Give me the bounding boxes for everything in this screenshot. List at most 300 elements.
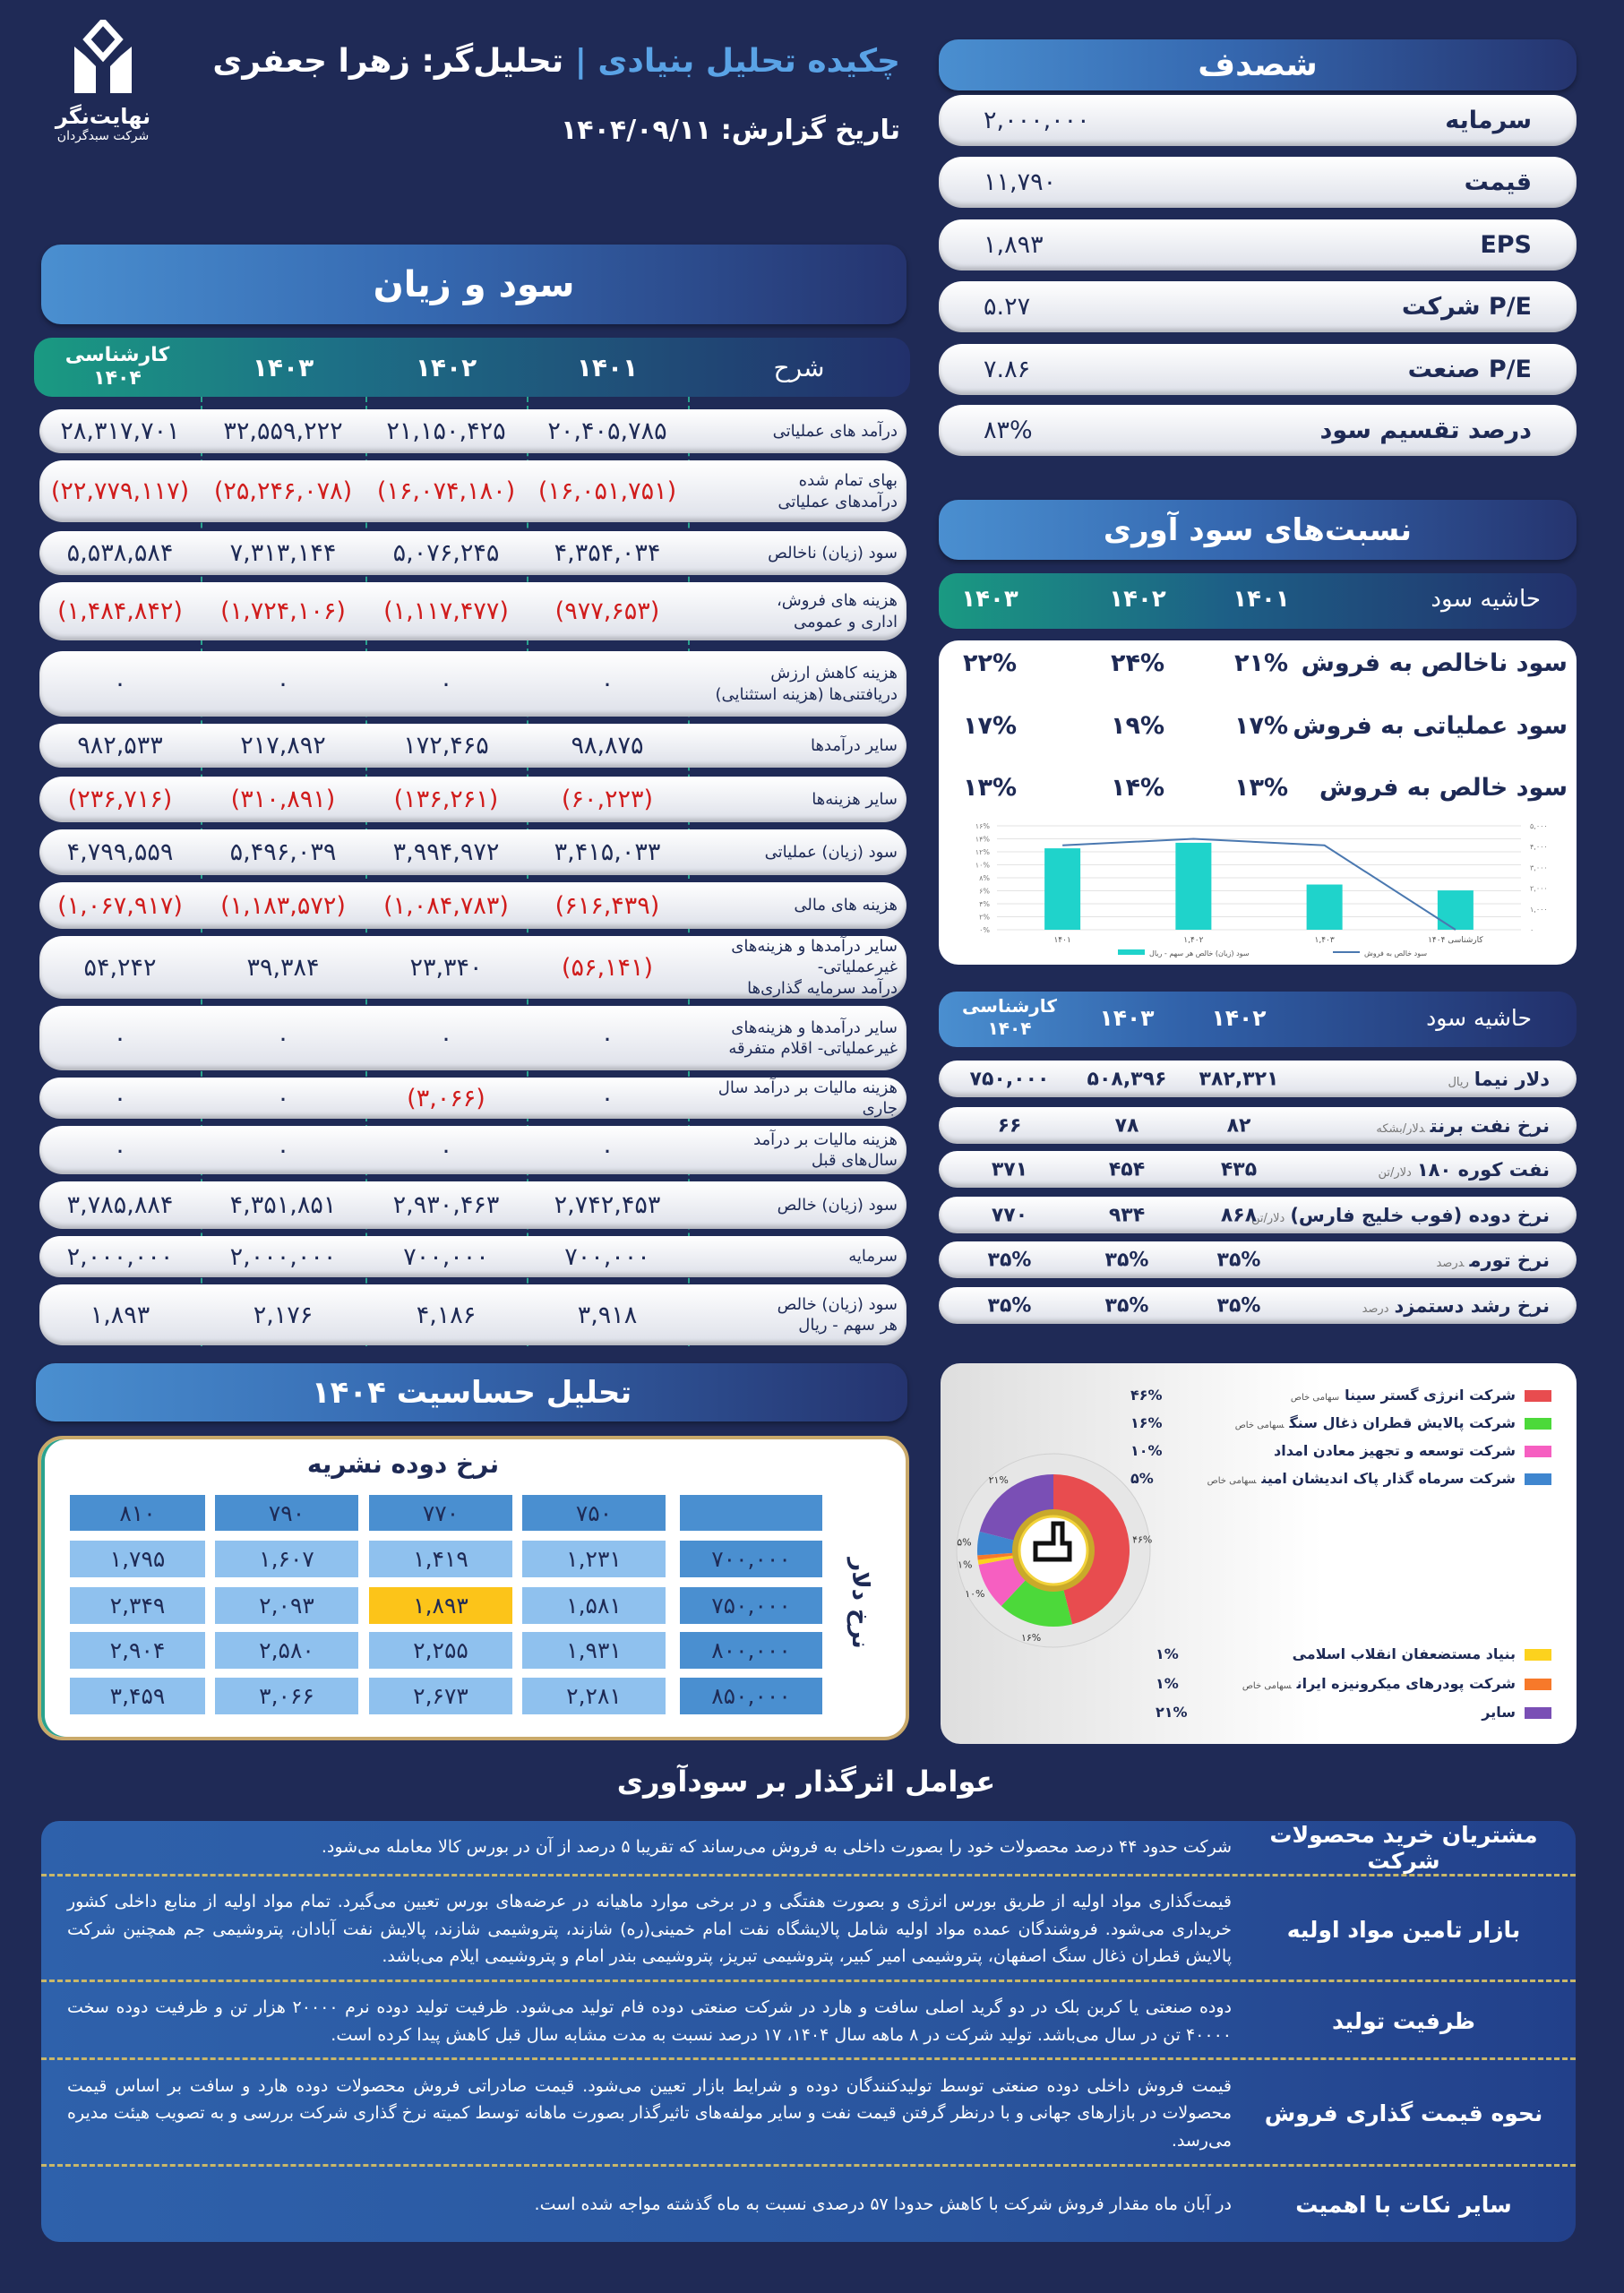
- shareholders-pie: [946, 1443, 1161, 1658]
- macro-value: ۴۳۵: [1220, 1158, 1258, 1181]
- ratio-row: [939, 649, 1577, 685]
- pnl-value-1403: (۱,۷۲۴,۱۰۶): [220, 597, 346, 625]
- symbol-row-value: ۸۳%: [984, 417, 1033, 444]
- chart-left-tick: ۸%: [979, 874, 990, 882]
- sensitivity-cell: ۲,۰۹۳: [215, 1587, 358, 1624]
- chart-x-label: ۱,۴۰۳: [1314, 936, 1335, 945]
- macro-row-label: [1362, 1295, 1550, 1317]
- ratio-row-label: سود ناخالص به فروش: [1301, 649, 1568, 677]
- pnl-row: [39, 1078, 907, 1119]
- sensitivity-cell: ۱,۶۰۷: [215, 1541, 358, 1577]
- shareholder-type: سهامی خاص: [1207, 1476, 1257, 1486]
- pnl-value-1403: ۰: [276, 670, 290, 698]
- macro-value: ۳۵%: [1104, 1294, 1149, 1317]
- sensitivity-row-header: ۷۰۰,۰۰۰: [680, 1541, 822, 1577]
- sensitivity-row-title: نرخ دلار: [846, 1558, 873, 1649]
- macro-table-header: [939, 992, 1577, 1047]
- macro-label-text: نرخ تورم: [1469, 1249, 1550, 1271]
- chart-bar: [1307, 885, 1343, 930]
- ratio-row: [939, 774, 1577, 810]
- pnl-value-1404: (۲۳۶,۷۱۶): [67, 786, 173, 813]
- pnl-value-1404: ۲,۰۰۰,۰۰۰: [66, 1242, 174, 1271]
- legend-pct: ۵%: [1130, 1470, 1154, 1487]
- symbol-row-value: ۲,۰۰۰,۰۰۰: [984, 107, 1090, 134]
- pnl-row: [39, 777, 907, 822]
- pnl-value-1402: ۲,۹۳۰,۴۶۳: [392, 1191, 500, 1219]
- sensitivity-col-header: ۸۱۰: [70, 1495, 205, 1531]
- pnl-row: [39, 829, 907, 875]
- macro-col-1404: کارشناسی ۱۴۰۴: [962, 995, 1057, 1039]
- pnl-value-1402: ۵,۰۷۶,۲۴۵: [392, 539, 500, 567]
- legend-label: [1476, 1704, 1516, 1721]
- macro-value: ۶۶: [997, 1114, 1022, 1137]
- symbol-row-value: ۱,۸۹۳: [984, 231, 1044, 259]
- shareholder-name: شرکت انرژی گستر سینا: [1345, 1387, 1516, 1404]
- pnl-row: [39, 1126, 907, 1174]
- pie-slice-label: ۲۱%: [988, 1473, 1009, 1486]
- ratio-row: [939, 712, 1577, 748]
- sensitivity-cell: ۳,۰۶۶: [215, 1678, 358, 1714]
- chart-line: [1062, 839, 1456, 931]
- sensitivity-cell: ۲,۵۸۰: [215, 1632, 358, 1669]
- pnl-value-1401: ۷۰۰,۰۰۰: [564, 1242, 650, 1271]
- pnl-row-label: هزینه مالیات بر درآمد سال جاری: [717, 1078, 898, 1119]
- chart-bar: [1044, 848, 1080, 930]
- sensitivity-row-header: ۸۵۰,۰۰۰: [680, 1678, 822, 1714]
- pnl-row-label: بهای تمام شده درآمدهای عملیاتی: [778, 471, 898, 511]
- pnl-value-1404: ۱,۸۹۳: [90, 1301, 150, 1329]
- chart-left-tick: ۶%: [979, 887, 990, 896]
- pnl-value-1404: ۰: [113, 1084, 127, 1112]
- brand-name: نهایت‌نگر: [55, 104, 151, 129]
- pnl-value-1402: ۷۰۰,۰۰۰: [403, 1242, 489, 1271]
- pnl-value-1403: ۵,۴۹۶,۰۳۹: [229, 838, 337, 866]
- legend-swatch: [1525, 1390, 1551, 1402]
- pnl-row-label: هزینه کاهش ارزش دریافتنی‌ها (هزینه استثنایی): [715, 664, 898, 704]
- title-analyst: تحلیل‌گر: زهرا جعفری: [212, 43, 564, 80]
- shareholder-type: سهامی خاص: [1242, 1681, 1292, 1691]
- sensitivity-col-header: ۷۵۰: [522, 1495, 666, 1531]
- pnl-value-1404: ۲۸,۳۱۷,۷۰۱: [60, 417, 180, 445]
- ratios-col-label: حاشیه سود: [1431, 586, 1541, 613]
- macro-value: ۸۲: [1226, 1114, 1251, 1137]
- chart-legend-bar: سود (زیان) خالص هر سهم - ریال: [1149, 949, 1250, 958]
- macro-row-label: [1378, 1159, 1550, 1181]
- ratios-table-header: [939, 573, 1577, 629]
- sensitivity-cell: ۱,۹۳۱: [522, 1632, 666, 1669]
- pnl-value-1403: ۰: [276, 1084, 290, 1112]
- factor-label: بازار تامین مواد اولیه: [1286, 1916, 1521, 1943]
- sensitivity-col-title: نرخ دوده نشریه: [306, 1449, 500, 1479]
- pnl-col-1401: ۱۴۰۱: [576, 352, 639, 382]
- chart-left-tick: ۱۲%: [975, 848, 990, 856]
- pnl-row-label: درآمد های عملیاتی: [772, 421, 898, 441]
- macro-value: ۷۷۰: [991, 1204, 1028, 1226]
- macro-value: ۳۵%: [987, 1249, 1032, 1271]
- macro-row: [939, 1197, 1577, 1233]
- macro-row-label: [1448, 1069, 1550, 1090]
- pnl-value-1403: ۴,۳۵۱,۸۵۱: [229, 1191, 337, 1219]
- title-summary: چکیده تحلیل بنیادی: [597, 43, 900, 80]
- pnl-value-1404: ۵۴,۲۴۲: [83, 953, 157, 982]
- pnl-value-1402: (۱,۰۸۴,۷۸۳): [383, 891, 509, 920]
- pnl-value-1401: (۹۷۷,۶۵۳): [554, 597, 660, 625]
- macro-col-label: حاشیه سود: [1426, 1005, 1532, 1031]
- symbol-row-label: EPS: [1480, 231, 1532, 259]
- sensitivity-cell: ۱,۲۳۱: [522, 1541, 666, 1577]
- ratios-header: نسبت‌های سود آوری: [939, 500, 1577, 560]
- pnl-value-1403: ۰: [276, 1024, 290, 1052]
- pnl-value-1401: ۳,۹۱۸: [577, 1301, 638, 1329]
- brand-logo: [54, 20, 152, 143]
- chart-right-tick: ۳,۰۰۰: [1530, 863, 1548, 872]
- symbol-row: [939, 344, 1577, 395]
- shareholder-name: شرکت پودرهای میکرونیزه ایران: [1296, 1675, 1516, 1692]
- pnl-value-1401: ۴,۳۵۴,۰۳۴: [554, 539, 661, 567]
- pnl-col-1402: ۱۴۰۲: [415, 352, 477, 382]
- pnl-value-1402: (۱۶,۰۷۴,۱۸۰): [376, 477, 516, 505]
- sensitivity-header: تحلیل حساسیت ۱۴۰۴: [36, 1363, 907, 1421]
- macro-value: ۳۷۱: [991, 1158, 1028, 1181]
- factor-row: [41, 2169, 1576, 2239]
- pnl-value-1401: ۹۸,۸۷۵: [571, 732, 644, 760]
- macro-unit: دلار/تن: [1378, 1165, 1412, 1180]
- macro-row: [939, 1151, 1577, 1188]
- pie-slice-label: ۴۶%: [1132, 1533, 1153, 1546]
- title-separator: |: [574, 43, 587, 80]
- ratio-value: ۱۴%: [1110, 774, 1165, 802]
- pnl-value-1404: ۰: [113, 1136, 127, 1164]
- legend-swatch: [1525, 1418, 1551, 1430]
- chart-left-tick: ۴%: [979, 900, 990, 908]
- pnl-value-1401: (۵۶,۱۴۱): [561, 953, 654, 982]
- legend-label: [1235, 1414, 1516, 1431]
- pnl-value-1402: (۳,۰۶۶): [407, 1084, 485, 1112]
- macro-label-text: نرخ نفت برنت: [1430, 1114, 1550, 1137]
- ratio-row-label: سود خالص به فروش: [1319, 774, 1568, 802]
- macro-unit: ریال: [1448, 1075, 1469, 1089]
- pnl-row: [39, 409, 907, 453]
- sensitivity-cell: ۲,۹۰۴: [70, 1632, 205, 1669]
- pnl-value-1403: ۰: [276, 1136, 290, 1164]
- symbol-row: [939, 219, 1577, 271]
- symbol-row: [939, 405, 1577, 456]
- pnl-value-1402: (۱,۱۱۷,۴۷۷): [383, 597, 509, 625]
- legend-pct: ۲۱%: [1156, 1704, 1188, 1721]
- symbol-header: شصدف: [939, 39, 1577, 90]
- factor-text: دوده صنعتی یا کربن بلک در دو گرید اصلی سافت و هارد در شرکت صنعتی دوده فام تولید می‌شود. ظرفیت تولید دوده نرم ۲۰۰۰۰ هزار تن و ظرفیت دوده سخت ۴۰۰۰۰ تن در سال می‌باشد. تولید شرکت در ۸ ماهه سال ۱۴۰۴، ۱۷ درصد نسبت به مدت مشابه سال قبل کاهش پیدا کرده است.: [67, 1997, 1233, 2045]
- pnl-value-1401: (۶۰,۲۲۳): [561, 786, 654, 813]
- chart-right-tick: ۵,۰۰۰: [1530, 822, 1548, 830]
- chart-left-tick: ۲%: [979, 913, 990, 922]
- factor-text: شرکت حدود ۴۴ درصد محصولات خود را بصورت داخلی به فروش می‌رساند که تقریبا ۵ درصد از آن در بورس کالا معامله می‌شود.: [321, 1837, 1232, 1858]
- macro-row-label: [1251, 1205, 1550, 1226]
- pnl-value-1401: ۲,۷۴۲,۴۵۳: [554, 1191, 661, 1219]
- pnl-row-label: سایر درآمدها و هزینه‌های غیرعملیاتی- درآمد سرمایه گذاری‌ها: [731, 937, 898, 998]
- pnl-value-1403: (۲۵,۲۴۶,۰۷۸): [213, 477, 353, 505]
- ratios-col-1401: ۱۴۰۱: [1233, 586, 1290, 613]
- shareholder-name: شرکت توسعه و تجهیز معادن امداد: [1274, 1442, 1516, 1459]
- pnl-value-1402: ۱۷۲,۴۶۵: [403, 732, 489, 760]
- sensitivity-corner: [680, 1495, 822, 1531]
- pnl-value-1401: ۰: [600, 670, 614, 698]
- symbol-row-label: P/E صنعت: [1407, 356, 1532, 383]
- pnl-value-1402: ۴,۱۸۶: [416, 1301, 477, 1329]
- pnl-row: [39, 1284, 907, 1345]
- sensitivity-cell: ۱,۴۱۹: [369, 1541, 512, 1577]
- chart-left-tick: ۱۰%: [975, 861, 990, 870]
- macro-value: ۳۵%: [1216, 1294, 1261, 1317]
- macro-value: ۳۵%: [987, 1294, 1032, 1317]
- legend-swatch: [1525, 1473, 1551, 1485]
- pnl-col-description: شرح: [773, 352, 825, 382]
- pnl-row-label: هزینه مالیات بر درآمد سال‌های قبل: [753, 1129, 898, 1170]
- sensitivity-col-header: ۷۹۰: [215, 1495, 358, 1531]
- chart-right-tick: ۴,۰۰۰: [1530, 843, 1548, 852]
- symbol-row-label: قیمت: [1464, 168, 1532, 196]
- legend-label: [1242, 1675, 1516, 1692]
- chart-right-tick: ۲,۰۰۰: [1530, 884, 1548, 893]
- page-title: [212, 43, 900, 80]
- ratio-value: ۱۳%: [1233, 774, 1289, 802]
- ratio-value: ۲۱%: [1233, 649, 1289, 677]
- sensitivity-cell: ۱,۷۹۵: [70, 1541, 205, 1577]
- symbol-row: [939, 95, 1577, 146]
- pnl-value-1403: (۳۱۰,۸۹۱): [230, 786, 336, 813]
- shareholder-name: شرکت پالایش قطران ذغال سنگ: [1289, 1414, 1516, 1431]
- pnl-row: [39, 531, 907, 575]
- symbol-row: [939, 281, 1577, 332]
- ratio-value: ۱۳%: [962, 774, 1018, 802]
- ratio-value: ۱۷%: [962, 712, 1018, 740]
- pnl-value-1404: ۳,۷۸۵,۸۸۴: [66, 1191, 174, 1219]
- symbol-row-value: ۷.۸۶: [984, 356, 1031, 383]
- chart-left-tick: ۱۶%: [975, 822, 990, 830]
- pnl-value-1401: ۰: [600, 1084, 614, 1112]
- macro-value: ۳۵%: [1216, 1249, 1261, 1271]
- sensitivity-cell: ۲,۲۸۱: [522, 1678, 666, 1714]
- pnl-value-1402: ۰: [439, 1136, 453, 1164]
- macro-value: ۸۶۸: [1220, 1204, 1258, 1226]
- ratio-value: ۱۹%: [1110, 712, 1165, 740]
- pnl-value-1404: ۵,۵۳۸,۵۸۴: [66, 539, 174, 567]
- pnl-row-label: سود (زیان) عملیاتی: [764, 842, 898, 862]
- shareholder-name: شرکت سرماه گذار پاک اندیشان امین: [1261, 1470, 1516, 1487]
- legend-swatch: [1525, 1649, 1551, 1661]
- factor-label: مشتریان خرید محصولات شرکت: [1269, 1821, 1538, 1874]
- macro-value: ۷۸: [1114, 1114, 1139, 1137]
- chart-bar: [1175, 843, 1211, 930]
- shareholder-name: سایر: [1482, 1704, 1516, 1721]
- legend-pct: ۴۶%: [1130, 1387, 1163, 1404]
- legend-swatch: [1525, 1679, 1551, 1690]
- pnl-row: [39, 651, 907, 717]
- pnl-row-label: سود (زیان) خالص: [777, 1195, 898, 1215]
- macro-label-text: نرخ رشد دستمزد: [1394, 1294, 1550, 1317]
- factor-label: سایر نکات با اهمیت: [1295, 2191, 1512, 2218]
- sensitivity-cell: ۲,۳۴۹: [70, 1587, 205, 1624]
- margin-eps-chart: [948, 815, 1575, 963]
- macro-col-1402: ۱۴۰۲: [1211, 1005, 1267, 1031]
- sensitivity-cell-base: ۱,۸۹۳: [369, 1587, 512, 1624]
- pnl-value-1401: (۶۱۶,۴۳۹): [554, 891, 660, 920]
- pnl-row-label: سود (زیان) خالص هر سهم - ریال: [777, 1294, 898, 1335]
- chart-left-tick: ۰%: [979, 926, 990, 934]
- macro-unit: درصد: [1362, 1301, 1389, 1316]
- sensitivity-col-header: ۷۷۰: [369, 1495, 512, 1531]
- macro-value: ۹۳۴: [1108, 1204, 1146, 1226]
- legend-label: [1291, 1387, 1516, 1404]
- macro-value: ۳۵%: [1104, 1249, 1149, 1271]
- sensitivity-row-header: ۸۰۰,۰۰۰: [680, 1632, 822, 1669]
- macro-col-1403: ۱۴۰۳: [1099, 1005, 1155, 1031]
- pnl-row-label: سرمایه: [848, 1247, 898, 1267]
- macro-row: [939, 1241, 1577, 1278]
- symbol-row-label: درصد تقسیم سود: [1319, 417, 1532, 444]
- shareholder-type: سهامی خاص: [1234, 1421, 1285, 1430]
- chart-bar: [1438, 890, 1474, 930]
- pnl-value-1404: ۰: [113, 1024, 127, 1052]
- sensitivity-cell: ۳,۴۵۹: [70, 1678, 205, 1714]
- symbol-row: [939, 157, 1577, 208]
- macro-label-text: نفت کوره ۱۸۰: [1416, 1158, 1550, 1181]
- pnl-row: [39, 936, 907, 999]
- ratios-col-1402: ۱۴۰۲: [1109, 586, 1166, 613]
- pnl-row-label: هزینه های فروش، اداری و عمومی: [776, 591, 898, 631]
- pnl-header: سود و زیان: [41, 245, 907, 324]
- pnl-value-1404: (۱,۴۸۴,۸۴۲): [57, 597, 183, 625]
- pnl-value-1403: ۳۲,۵۵۹,۲۲۲: [223, 417, 343, 445]
- chart-left-tick: ۱۴%: [975, 835, 990, 844]
- legend-pct: ۱۰%: [1130, 1442, 1163, 1459]
- ratios-col-1403: ۱۴۰۳: [961, 586, 1018, 613]
- sensitivity-cell: ۲,۲۵۵: [369, 1632, 512, 1669]
- chart-x-label: ۱۴۰۱: [1053, 936, 1071, 945]
- legend-label: [1268, 1442, 1516, 1459]
- pnl-value-1402: ۰: [439, 1024, 453, 1052]
- legend-pct: ۱%: [1156, 1645, 1179, 1662]
- legend-pct: ۱%: [1156, 1675, 1179, 1692]
- factor-row: [41, 1821, 1576, 1876]
- symbol-row-label: P/E شرکت: [1401, 293, 1532, 321]
- pnl-value-1403: (۱,۱۸۳,۵۷۲): [220, 891, 346, 920]
- pnl-value-1401: ۰: [600, 1024, 614, 1052]
- pnl-col-1404: کارشناسی ۱۴۰۴: [64, 343, 170, 390]
- ratio-value: ۲۴%: [1110, 649, 1165, 677]
- chart-right-tick: ۱,۰۰۰: [1530, 905, 1548, 914]
- pnl-value-1403: ۲۱۷,۸۹۲: [240, 732, 326, 760]
- chart-x-label: کارشناسی ۱۴۰۴: [1428, 936, 1483, 945]
- macro-value: ۳۸۲,۳۲۱: [1199, 1068, 1279, 1090]
- macro-row: [939, 1061, 1577, 1097]
- pnl-value-1401: (۱۶,۰۵۱,۷۵۱): [537, 477, 677, 505]
- pnl-row-label: سایر درآمدها: [810, 735, 898, 755]
- legend-swatch: [1525, 1446, 1551, 1457]
- pnl-col-1403: ۱۴۰۳: [252, 352, 314, 382]
- pnl-value-1403: ۲,۰۰۰,۰۰۰: [229, 1242, 337, 1271]
- brand-subtitle: شرکت سبدگردان: [56, 129, 150, 143]
- pnl-value-1401: ۳,۴۱۵,۰۳۳: [554, 838, 661, 866]
- pnl-row: [39, 882, 907, 929]
- macro-row-label: [1376, 1115, 1550, 1137]
- pnl-value-1404: ۹۸۲,۵۳۳: [77, 732, 163, 760]
- pnl-value-1404: ۰: [113, 670, 127, 698]
- pnl-row: [39, 460, 907, 522]
- pnl-value-1404: (۲۲,۷۷۹,۱۱۷): [50, 477, 190, 505]
- pie-slice-label: ۵%: [957, 1536, 972, 1549]
- ratio-value: ۲۲%: [962, 649, 1018, 677]
- macro-unit: درصد: [1436, 1256, 1465, 1270]
- pnl-row: [39, 724, 907, 768]
- macro-value: ۴۵۴: [1108, 1158, 1146, 1181]
- macro-label-text: دلار نیما: [1474, 1068, 1550, 1090]
- pnl-value-1401: ۰: [600, 1136, 614, 1164]
- chart-right-tick: ۰: [1530, 926, 1534, 934]
- legend-label: [1207, 1470, 1516, 1487]
- sensitivity-cell: ۲,۶۷۳: [369, 1678, 512, 1714]
- chart-legend-line: سود خالص به فروش: [1364, 949, 1428, 958]
- pnl-row: [39, 1236, 907, 1277]
- macro-row: [939, 1287, 1577, 1324]
- factor-label: ظرفیت تولید: [1332, 2008, 1475, 2034]
- symbol-row-value: ۱۱,۷۹۰: [984, 168, 1057, 196]
- pnl-row: [39, 1006, 907, 1070]
- macro-value: ۵۰۸,۳۹۶: [1087, 1068, 1167, 1090]
- pie-slice-label: ۱۰%: [965, 1588, 985, 1601]
- pnl-row-label: هزینه های مالی: [794, 896, 898, 915]
- pnl-table-header: [34, 338, 910, 397]
- pnl-value-1403: ۲,۱۷۶: [253, 1301, 314, 1329]
- shareholder-name: بنیاد مستضعفان انقلاب اسلامی: [1292, 1645, 1516, 1662]
- macro-row-label: [1436, 1250, 1550, 1271]
- pnl-value-1402: (۱۳۶,۲۶۱): [393, 786, 499, 813]
- pnl-value-1403: ۷,۳۱۳,۱۴۴: [229, 539, 337, 567]
- legend-pct: ۱۶%: [1130, 1414, 1163, 1431]
- sensitivity-row-header: ۷۵۰,۰۰۰: [680, 1587, 822, 1624]
- macro-label-text: نرخ دوده (فوب خلیج فارس): [1290, 1204, 1550, 1226]
- pnl-row-label: سود (زیان) ناخالص: [768, 543, 898, 563]
- shareholder-type: سهامی خاص: [1290, 1393, 1340, 1403]
- factor-label: نحوه قیمت گذاری فروش: [1264, 2100, 1543, 2126]
- macro-value: ۷۵۰,۰۰۰: [969, 1068, 1050, 1090]
- pnl-row: [39, 582, 907, 640]
- macro-unit: دلار/بشکه: [1376, 1121, 1425, 1136]
- factors-title: عوامل اثرگذار بر سودآوری: [616, 1765, 996, 1799]
- factor-text: قیمت فروش داخلی دوده صنعتی توسط تولیدکنندگان دوده و شرایط بازار تعیین می‌شود. قیمت صادراتی فروش محصولات دوده هارد و سافت بر اساس قیمت محصولات در بازارهای جهانی و با درنظر گرفتن قیمت نفت و سایر مولفه‌های تاثیرگذار بصورت ماهانه توسط کمیته نرخ گذاری شرکت بررسی و به تصویب هیئت مدیره می‌رسد.: [67, 2075, 1232, 2151]
- sensitivity-cell: ۱,۵۸۱: [522, 1587, 666, 1624]
- factor-text: قیمت‌گذاری مواد اولیه از طریق بورس انرژی و بصورت هفتگی و در برخی موارد ماهیانه در عرضه‌های بورس تعیین می‌گیرد. تمام مواد اولیه از منابع داخلی کشور خریداری می‌شود. فروشندگان عمده مواد اولیه شامل پالایشگاه نفت امام خمینی(ره) شازند، پتروشیمی شازند، پالایش نفت آبادان، پتروشیمی جم همچنین شرکت پالایش قطران ذغال سنگ اصفهان، پتروشیمی امیر کبیر، پتروشیمی تبریز، پتروشیمی بندر امام و پتروشیمی ایلام می‌باشد.: [67, 1892, 1232, 1967]
- pnl-value-1402: ۲۳,۳۴۰: [409, 953, 483, 982]
- macro-unit: دلار/تن: [1250, 1211, 1285, 1225]
- ratio-row-label: سود عملیاتی به فروش: [1293, 712, 1568, 740]
- symbol-row-label: سرمایه: [1445, 107, 1532, 134]
- legend-label: [1287, 1645, 1516, 1662]
- symbol-row-value: ۵.۲۷: [984, 293, 1031, 321]
- pie-slice-label: ۱۶%: [1020, 1631, 1042, 1644]
- report-date: تاریخ گزارش: ۱۴۰۴/۰۹/۱۱: [560, 115, 900, 146]
- ratio-value: ۱۷%: [1233, 712, 1289, 740]
- pnl-value-1402: ۲۱,۱۵۰,۴۲۵: [386, 417, 506, 445]
- brand-logo-icon: [67, 20, 139, 100]
- pnl-value-1402: ۳,۹۹۴,۹۷۲: [392, 838, 500, 866]
- pnl-value-1402: ۰: [439, 670, 453, 698]
- factor-row: [41, 2063, 1576, 2167]
- macro-row: [939, 1107, 1577, 1144]
- pnl-value-1403: ۳۹,۳۸۴: [246, 953, 320, 982]
- pnl-value-1404: ۴,۷۹۹,۵۵۹: [66, 838, 174, 866]
- factor-row: [41, 1879, 1576, 1982]
- chart-x-label: ۱,۴۰۲: [1183, 936, 1204, 945]
